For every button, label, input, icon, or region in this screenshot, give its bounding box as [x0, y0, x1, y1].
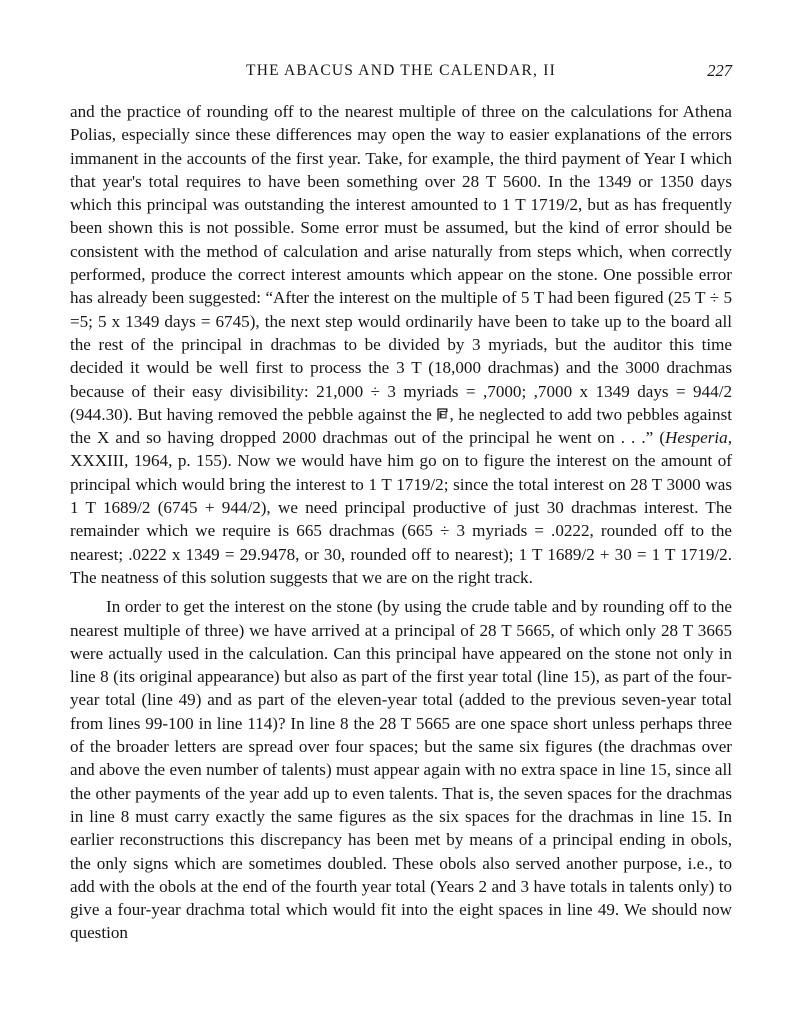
page-number: 227: [707, 61, 732, 80]
running-header: [70, 62, 732, 84]
citation-journal: Hesperia: [665, 428, 728, 448]
paragraph-2: In order to get the interest on the stone (by using the crude table and by rounding off to the nearest multiple of three) we have arrived at a principal of 28 T 5665, of which only 28 T 3665 were actually used in the calculation. Can this principal have appeared on the stone not only in line 8 (its original appearance) but also as part of the first year total (line 15), as part of the four-year total (line 49) and as part of the eleven-year total (added to the previous seven-year total from lines 99-100 in line 114)? In line 8 the 28 T 5665 are one space short unless perhaps three of the broader letters are spread over four spaces; but the same six figures (the drachmas over and above the even number of talents) must appear again with no extra space in line 15, since all the other payments of the year add up to even talents. That is, the seven spaces for the drachmas in line 8 must carry exactly the same figures as the six spaces for the drachmas in line 15. In earlier reconstructions this discrepancy has been met by means of a principal ending in obols, the only signs which are sometimes doubled. These obols also served another purpose, i.e., to add with the obols at the end of the fourth year total (Years 2 and 3 have totals in talents only) to give a four-year drachma total which would fit into the eight spaces in line 49. We should now question: [70, 597, 732, 943]
attic-fifty-talent-symbol: [437, 408, 448, 421]
running-title: THE ABACUS AND THE CALENDAR, II: [246, 62, 556, 79]
paragraph-1-text-a: and the practice of rounding off to the nearest multiple of three on the calculations for Athena Polias, especially since these differences may open the way to easier explanations of the errors immanent in the accounts of the first year. Take, for example, the third payment of Year I which that year's total requires to have been something over 28 T 5600. In the 1349 or 1350 days which this principal was outstanding the interest amounted to 1 T 1719/2, but as has frequently been shown this is not possible. Some error must be assumed, but the kind of error should be consistent with the method of calculation and arise naturally from steps which, when correctly performed, produce the correct interest amounts which appear on the stone. One possible error has already been suggested: “After the interest on the multiple of 5 T had been figured (25 T ÷ 5 =5; 5 x 1349 days = 6745), the next step would ordinarily have been to take up to the board all the rest of the principal in drachmas to be divided by 3 myriads, but the auditor this time decided it would be well first to process the 3 T (18,000 drachmas) and the 3000 drachmas because of their easy divisibility: 21,000 ÷ 3 myriads = ,7000; ,7000 x 1349 days = 944/2 (944.30). But having removed the pebble against the: [70, 102, 732, 424]
paragraph-1: [70, 100, 732, 589]
paragraph-1-text-b: , he neglected to add two pebbles against the X and so having dropped 2000 drachmas out of the principal he went on . . .” (: [70, 404, 733, 448]
article-body: [70, 100, 732, 945]
paragraph-1-text-c: , XXXIII, 1964, p. 155). Now we would have him go on to figure the interest on the amount of principal which would bring the interest to 1 T 1719/2; since the total interest on 28 T 3000 was 1 T 1689/2 (6745 + 944/2), we need principal productive of just 30 drachmas interest. The remainder which we require is 665 drachmas (665 ÷ 3 myriads = .0222, rounded off to the nearest; .0222 x 1349 = 29.9478, or 30, rounded off to nearest); 1 T 1689/2 + 30 = 1 T 1719/2. The neatness of this solution suggests that we are on the right track.: [70, 428, 732, 587]
